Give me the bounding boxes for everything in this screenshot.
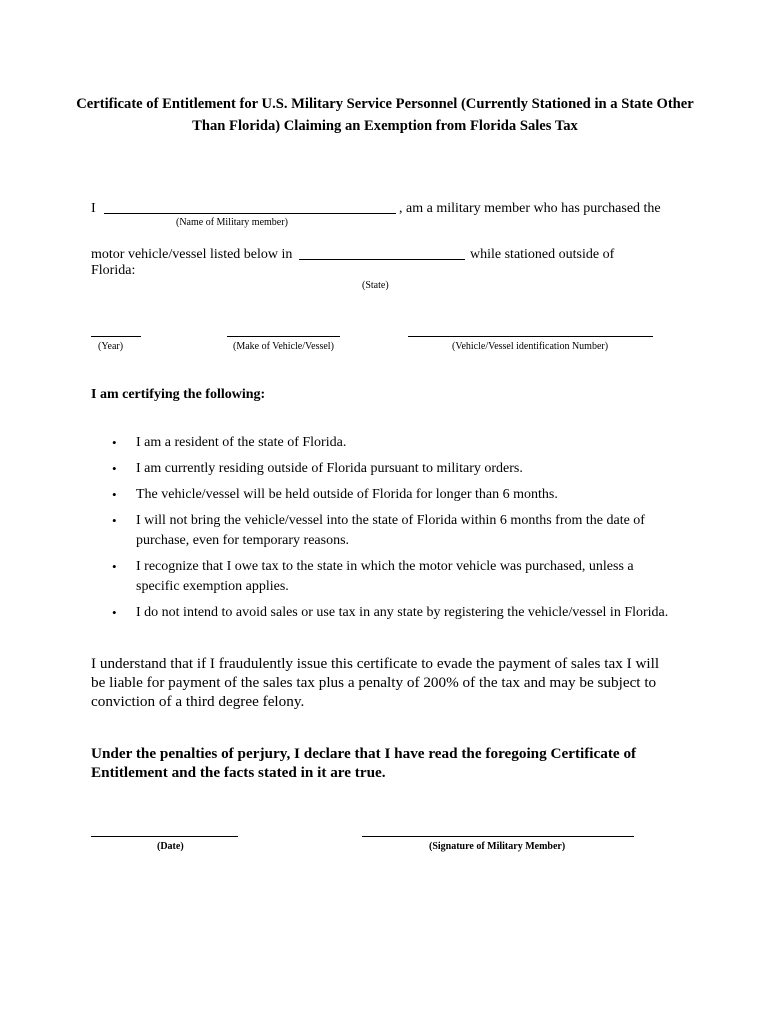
signature-field[interactable] <box>362 836 634 837</box>
state-field[interactable] <box>299 259 465 260</box>
state-continuation: Florida: <box>91 263 136 278</box>
name-suffix: , am a military member who has purchased the <box>399 201 661 216</box>
document-title: Certificate of Entitlement for U.S. Military Service Personnel (Currently Stationed in a State Other Than Florida) Claiming an Exemption from Florida Sales Tax <box>76 96 694 134</box>
make-caption: (Make of Vehicle/Vessel) <box>233 341 334 352</box>
perjury-statement: Under the penalties of perjury, I declare that I have read the foregoing Certificate of Entitlement and the facts stated in it are true. <box>91 745 637 781</box>
name-caption: (Name of Military member) <box>176 217 288 228</box>
make-field[interactable] <box>227 336 340 337</box>
bullet-icon: • <box>112 513 117 528</box>
state-suffix: while stationed outside of <box>470 247 615 262</box>
list-item: • I recognize that I owe tax to the state in which the motor vehicle was purchased, unless a specific exemption applies. <box>112 559 634 594</box>
bullet-icon: • <box>112 559 117 574</box>
list-item: • I am a resident of the state of Florida. <box>112 433 672 453</box>
bullet-icon: • <box>112 461 117 476</box>
vin-field[interactable] <box>408 336 653 337</box>
vin-caption: (Vehicle/Vessel identification Number) <box>452 341 609 352</box>
certify-heading: I am certifying the following: <box>91 387 266 402</box>
list-item: • I do not intend to avoid sales or use tax in any state by registering the vehicle/vessel in Florida. <box>112 603 672 623</box>
name-prefix: I <box>91 201 96 216</box>
date-field[interactable] <box>91 836 238 837</box>
name-field[interactable] <box>104 213 396 214</box>
signature-caption: (Signature of Military Member) <box>429 841 566 852</box>
list-item: • I will not bring the vehicle/vessel into the state of Florida within 6 months from the date of purchase, even for temporary reasons. <box>112 513 645 548</box>
year-caption: (Year) <box>98 341 124 352</box>
list-item: • I am currently residing outside of Florida pursuant to military orders. <box>112 459 672 479</box>
year-field[interactable] <box>91 336 141 337</box>
bullet-icon: • <box>112 435 117 450</box>
list-item: • The vehicle/vessel will be held outside of Florida for longer than 6 months. <box>112 485 672 505</box>
fraud-statement: I understand that if I fraudulently issue this certificate to evade the payment of sales tax I will be liable for payment of the sales tax plus a penalty of 200% of the tax and may be subject to conviction of a third degree felony. <box>91 655 660 710</box>
bullet-icon: • <box>112 487 117 502</box>
certification-list <box>112 433 672 629</box>
state-caption: (State) <box>362 280 389 291</box>
bullet-icon: • <box>112 605 117 620</box>
state-prefix: motor vehicle/vessel listed below in <box>91 247 293 262</box>
date-caption: (Date) <box>157 841 184 852</box>
